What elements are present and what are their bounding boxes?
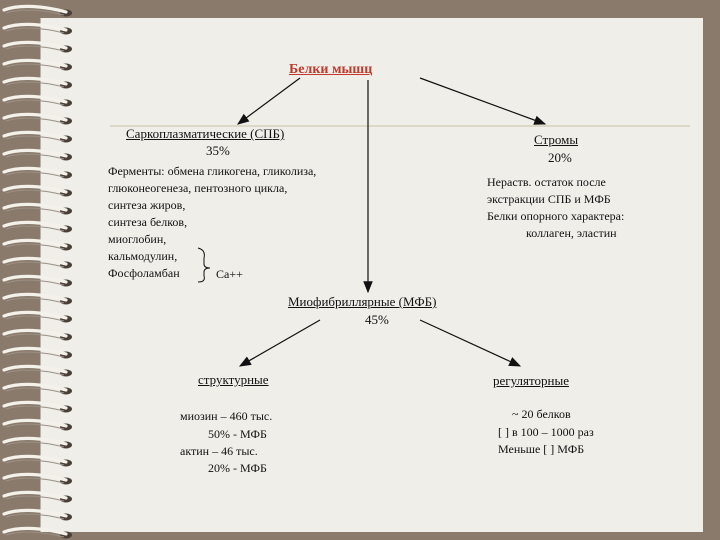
sarco-line-2: синтеза жиров, [108,198,186,212]
stroma-line-1: экстракции СПБ и МФБ [487,192,611,206]
stroma-line-0: Нераств. остаток после [487,175,606,189]
structural-line-0: миозин – 460 тыс. [180,409,273,423]
sarco-line-5: кальмодулин, [108,249,178,263]
structural-line-1: 50% - МФБ [208,427,267,441]
sarco-heading: Саркоплазматические (СПБ) [126,126,285,141]
myofib-percent: 45% [365,312,389,327]
diagram-title: Белки мышц [289,62,373,77]
stroma-line-2: Белки опорного характера: [487,209,625,223]
sarco-line-3: синтеза белков, [108,215,188,229]
arrow-to-sarco [238,78,300,124]
regulatory-line-2: Меньше [ ] МФБ [498,442,585,456]
arrow-to-structural [240,320,320,366]
myofib-heading: Миофибриллярные (МФБ) [288,294,437,309]
sarco-line-6: Фосфоламбан [108,266,180,280]
stroma-line-3: коллаген, эластин [526,226,617,240]
sarco-line-1: глюконеогенеза, пентозного цикла, [108,181,288,195]
sarco-percent: 35% [206,143,230,158]
structural-line-3: 20% - МФБ [208,461,267,475]
regulatory-line-0: ~ 20 белков [512,407,571,421]
sarco-line-4: миоглобин, [108,232,167,246]
calcium-label: Са++ [216,267,243,281]
arrow-to-stroma [420,78,545,124]
stroma-heading: Стромы [534,132,579,147]
regulatory-heading: регуляторные [493,373,569,388]
structural-heading: структурные [198,372,269,387]
sarco-line-0: Ферменты: обмена гликогена, гликолиза, [108,164,317,178]
structural-line-2: актин – 46 тыс. [180,444,258,458]
arrow-to-regulatory [420,320,520,366]
regulatory-line-1: [ ] в 100 – 1000 раз [498,425,594,439]
stroma-percent: 20% [548,150,572,165]
brace [198,248,210,282]
